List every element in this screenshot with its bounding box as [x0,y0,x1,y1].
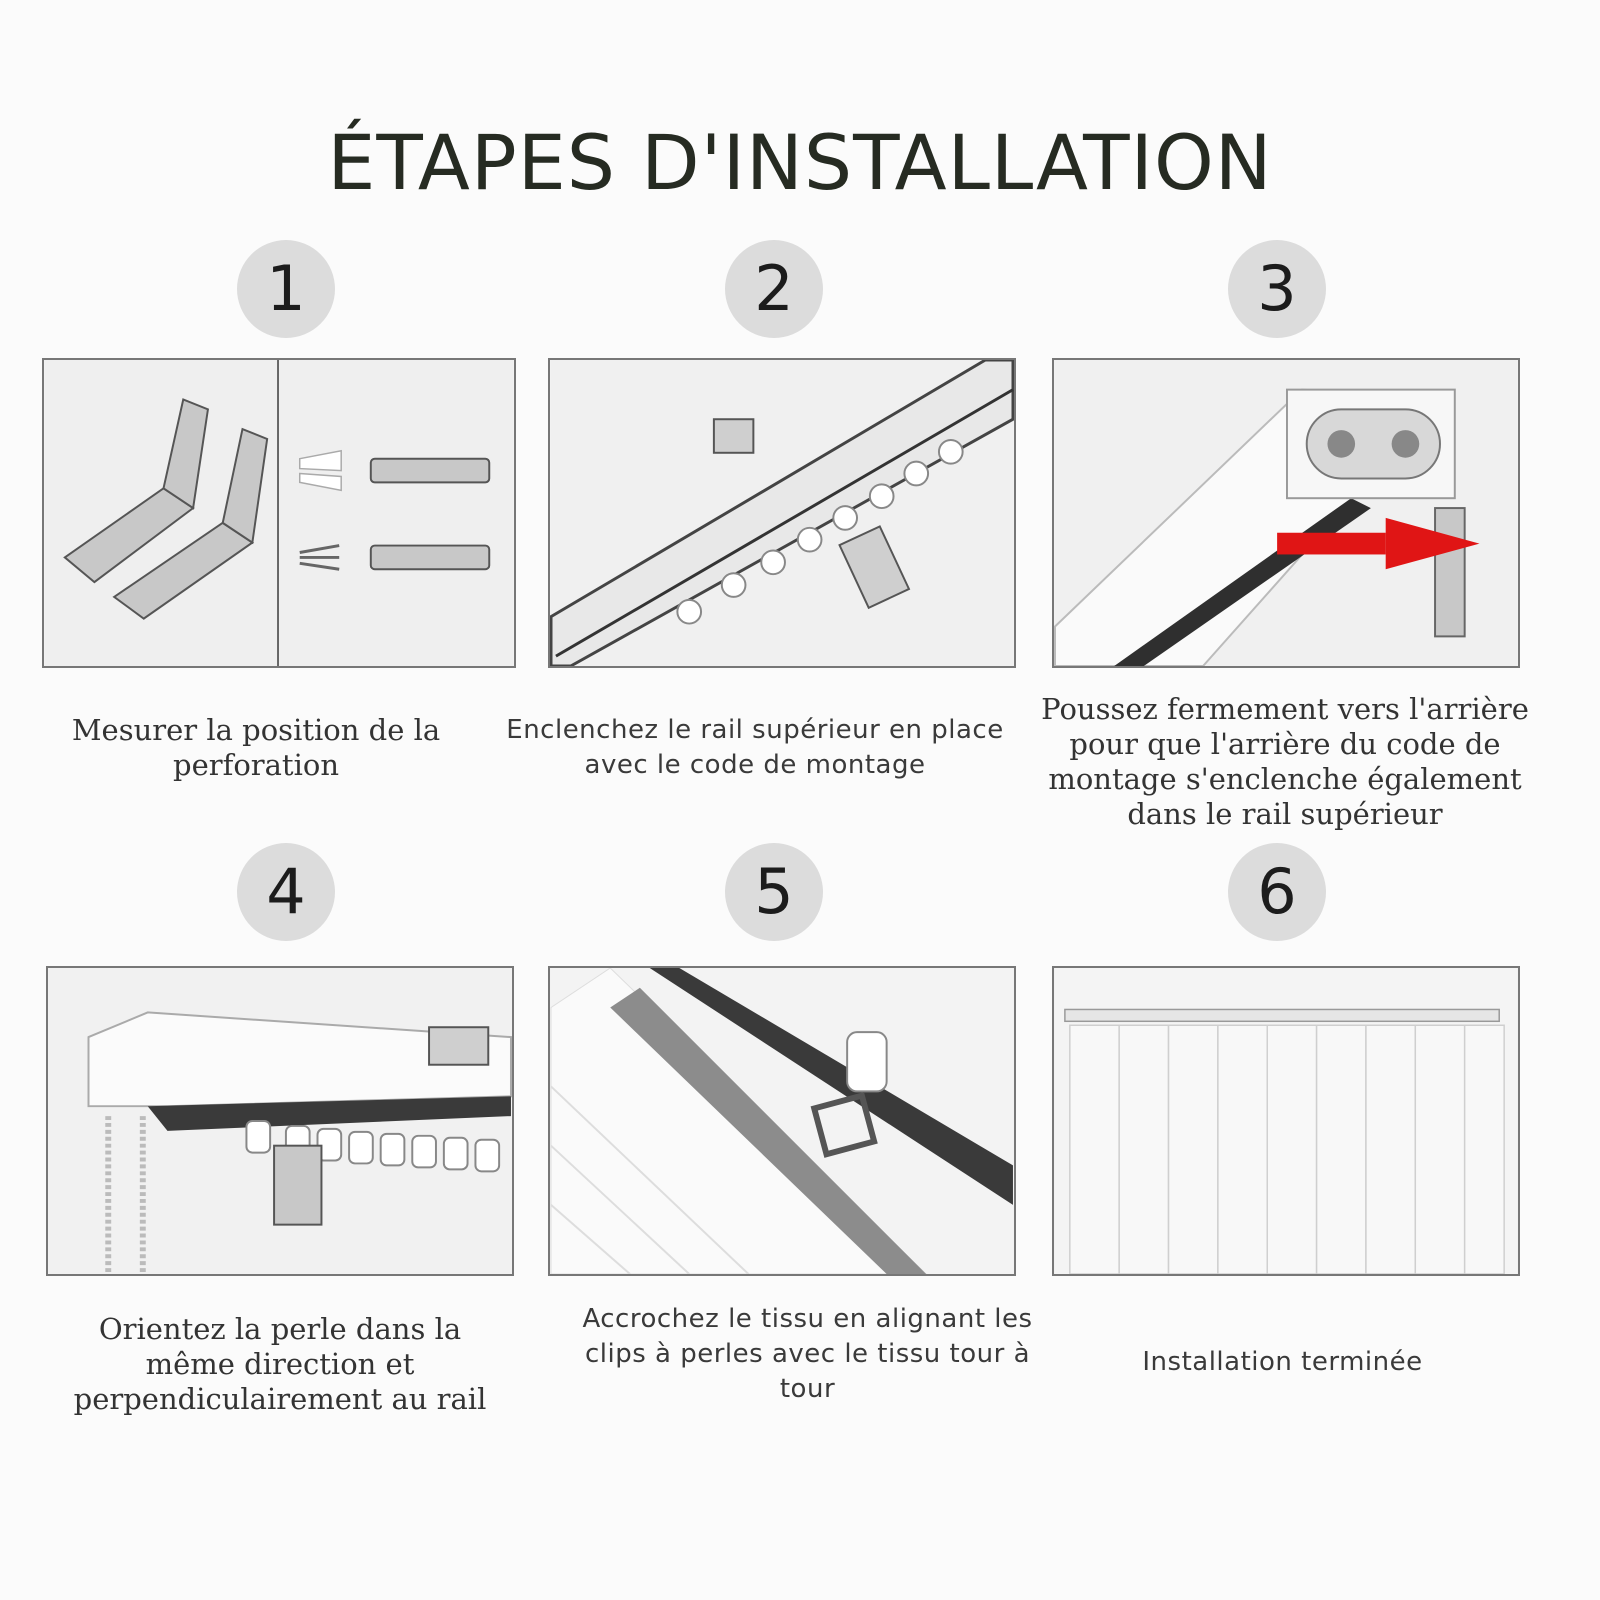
step-3-caption: Poussez fermement vers l'arrière pour que l'arrière du code de montage s'enclenche également dans le rail supérieur [1041,692,1529,831]
step-6-caption: Installation terminée [1142,1347,1423,1377]
step-1-image [42,358,516,668]
rail-end-illustration [1054,360,1518,666]
installed-blinds-illustration [1054,968,1518,1274]
page-title: ÉTAPES D'INSTALLATION [327,118,1273,207]
brackets-illustration [44,360,514,666]
step-4-badge: 4 [237,843,335,941]
step-2-image [548,358,1016,668]
step-3-badge: 3 [1228,240,1326,338]
step-5-badge: 5 [725,843,823,941]
step-6-image [1052,966,1520,1276]
rail-gliders-illustration [550,360,1014,666]
step-6-badge: 6 [1228,843,1326,941]
step-5-image [548,966,1016,1276]
fabric-clip-illustration [550,968,1014,1274]
step-2-badge: 2 [725,240,823,338]
step-5-caption: Accrochez le tissu en alignant les clips à perles avec le tissu tour à tour [582,1304,1033,1404]
step-1-caption: Mesurer la position de la perforation [71,713,441,782]
rail-bead-chain-illustration [48,968,512,1274]
step-4-image [46,966,514,1276]
blind-slats [1070,1025,1504,1274]
step-2-caption: Enclenchez le rail supérieur en place avec le code de montage [506,715,1004,780]
step-1-badge: 1 [237,240,335,338]
step-3-image [1052,358,1520,668]
step-4-caption: Orientez la perle dans la même direction et perpendiculairement au rail [73,1312,487,1416]
